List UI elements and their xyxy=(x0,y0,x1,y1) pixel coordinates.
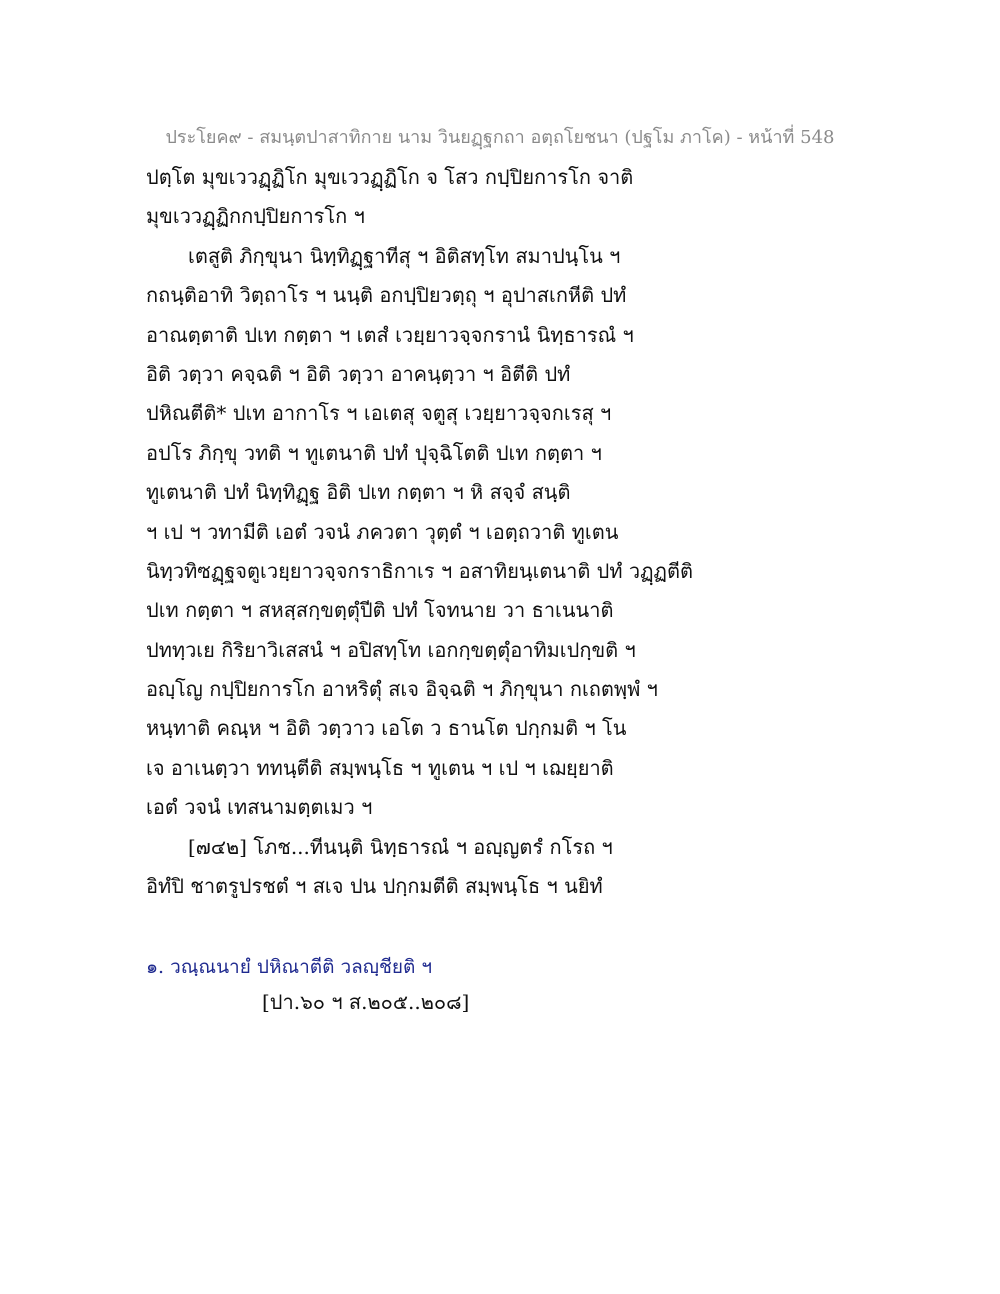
footnote: ๑. วณฺณนายํ ปหิณาตีติ วลญฺชียติ ฯ xyxy=(146,956,433,978)
text-line: [๗๔๒] โภช...ทีนนฺติ นิทฺธารณํ ฯ อญฺญตรํ กโรถ ฯ xyxy=(188,834,613,859)
text-line: อิทํปิ ชาตรูปรชตํ ฯ สเจ ปน ปกฺกมตีติ สมฺพนฺโธ ฯ นยิทํ xyxy=(146,874,603,899)
text-line: ปเท กตฺตา ฯ สหสฺสกฺขตฺตุํปีติ ปทํ โจทนาย วา ธาเนนาติ xyxy=(146,598,614,623)
text-line: เอตํ วจนํ เทสนามตฺตเมว ฯ xyxy=(146,795,373,820)
page-reference: [ปา.๖๐ ฯ ส.๒๐๕..๒๐๘] xyxy=(262,990,470,1014)
page-header: ประโยค๙ - สมนฺตปาสาทิกาย นาม วินยฏฺฐกถา อตฺถโยชนา (ปฐโม ภาโค) - หน้าที่ 548 xyxy=(165,127,835,148)
text-line: อญฺโญ กปฺปิยการโก อาหริตุํ สเจ อิจฺฉติ ฯ ภิกฺขุนา กเถตพฺพํ ฯ xyxy=(146,677,658,702)
text-line: ปตฺโต มุขเววฏฺฏิโก มุขเววฏฺฏิโก จ โสว กปฺปิยการโก จาติ xyxy=(146,165,634,189)
text-line: ทูเตนาติ ปทํ นิทฺทิฏฺฐ อิติ ปเท กตฺตา ฯ หิ สจฺจํ สนฺติ xyxy=(146,480,571,505)
text-line: กถนฺติอาทิ วิตฺถาโร ฯ นนฺติ อกปฺปิยวตฺถุ ฯ อุปาสเกหีติ ปทํ xyxy=(146,283,627,308)
text-line: ฯ เป ฯ วทามีติ เอตํ วจนํ ภควตา วุตฺตํ ฯ เอตฺถวาติ ทูเตน xyxy=(146,519,619,544)
text-line: ปททฺวเย กิริยาวิเสสนํ ฯ อปิสทฺโท เอกกฺขตฺตุํอาทิมเปกฺขติ ฯ xyxy=(146,637,636,662)
text-line: เตสูติ ภิกฺขุนา นิทฺทิฏฺฐาทีสุ ฯ อิติสทฺโท สมาปนฺโน ฯ xyxy=(188,243,621,268)
text-line: อปโร ภิกฺขุ วทติ ฯ ทูเตนาติ ปทํ ปุจฺฉิโตติ ปเท กตฺตา ฯ xyxy=(146,440,602,465)
text-line: อิติ วตฺวา คจฺฉติ ฯ อิติ วตฺวา อาคนฺตฺวา ฯ อิตีติ ปทํ xyxy=(146,361,571,386)
text-line: ปหิณตีติ* ปเท อากาโร ฯ เอเตสุ จตูสุ เวยฺยาวจฺจกเรสุ ฯ xyxy=(146,401,612,426)
text-line: หนฺทาติ คณฺห ฯ อิติ วตฺวาว เอโต ว ธานโต ปกฺกมติ ฯ โน xyxy=(146,716,627,741)
body-text xyxy=(146,158,866,906)
text-line: อาณตฺตาติ ปเท กตฺตา ฯ เตสํ เวยฺยาวจฺจกรานํ นิทฺธารณํ ฯ xyxy=(146,322,634,347)
text-line: นิทฺวทิซฏฺฐจตูเวยฺยาวจฺจกราธิกาเร ฯ อสาทิยนฺเตนาติ ปทํ วฏฺฏตีติ xyxy=(146,558,693,583)
text-line: มุขเววฏฺฏิกกปฺปิยการโก ฯ xyxy=(146,204,365,229)
text-line: เจ อาเนตฺวา ททนฺตีติ สมฺพนฺโธ ฯ ทูเตน ฯ เป ฯ เฌยฺยาติ xyxy=(146,755,614,780)
